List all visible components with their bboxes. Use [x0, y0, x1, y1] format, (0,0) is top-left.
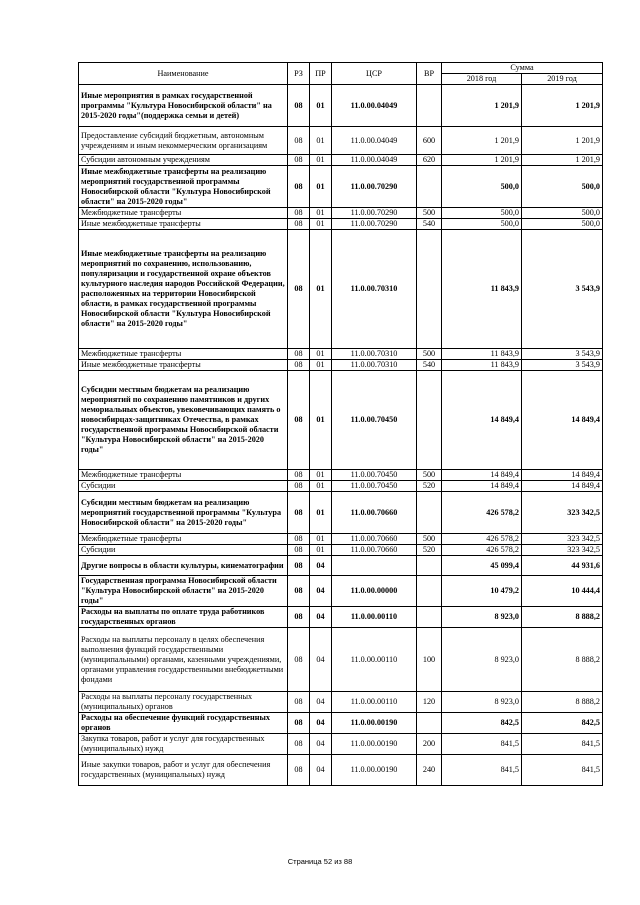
cell-rz: 08: [288, 155, 310, 166]
cell-vr: 200: [417, 734, 442, 755]
cell-pr: 04: [310, 576, 332, 607]
table-row: [79, 166, 603, 208]
cell-2018: 11 843,9: [442, 230, 522, 349]
cell-rz: 08: [288, 734, 310, 755]
table-row: [79, 556, 603, 576]
cell-vr: [417, 713, 442, 734]
table-row: [79, 545, 603, 556]
cell-csr: 11.0.00.70660: [332, 534, 417, 545]
table-row: [79, 219, 603, 230]
cell-2019: 14 849,4: [522, 371, 603, 470]
cell-pr: 01: [310, 481, 332, 492]
cell-2019: 1 201,9: [522, 85, 603, 127]
cell-name: Расходы на выплаты персоналу в целях обеспечения выполнения функций государственными (муниципальными) органами, казенными учреждениями, органами управления государственными внебюджетными фондами: [79, 628, 288, 692]
cell-name: Расходы на обеспечение функций государственных органов: [79, 713, 288, 734]
cell-vr: 500: [417, 470, 442, 481]
table-row: [79, 360, 603, 371]
table-row: [79, 230, 603, 349]
cell-2018: 500,0: [442, 166, 522, 208]
table-row: [79, 755, 603, 786]
table-row: [79, 628, 603, 692]
cell-vr: 520: [417, 545, 442, 556]
cell-name: Межбюджетные трансферты: [79, 534, 288, 545]
table-row: [79, 371, 603, 470]
table-row: [79, 692, 603, 713]
cell-csr: 11.0.00.70660: [332, 545, 417, 556]
cell-2018: 8 923,0: [442, 692, 522, 713]
table-row: [79, 127, 603, 155]
cell-rz: 08: [288, 534, 310, 545]
cell-pr: 01: [310, 545, 332, 556]
cell-csr: 11.0.00.00190: [332, 734, 417, 755]
cell-name: Иные закупки товаров, работ и услуг для обеспечения государственных (муниципальных) нужд: [79, 755, 288, 786]
cell-2019: 323 342,5: [522, 534, 603, 545]
table-row: [79, 734, 603, 755]
col-header-rz: РЗ: [288, 63, 310, 85]
budget-table: [78, 62, 603, 786]
cell-2018: 1 201,9: [442, 127, 522, 155]
cell-name: Иные межбюджетные трансферты на реализацию мероприятий по сохранению, использованию, популяризации и государственной охране объектов культурного наследия народов Российской Федерации, расположенных на территории Новосибирской области, в рамках государственной программы Новосибирской области "Культура Новосибирской области" на 2015-2020 годы": [79, 230, 288, 349]
cell-2018: 841,5: [442, 755, 522, 786]
cell-pr: 04: [310, 692, 332, 713]
cell-2019: 44 931,6: [522, 556, 603, 576]
cell-pr: 04: [310, 607, 332, 628]
cell-2019: 10 444,4: [522, 576, 603, 607]
cell-2018: 11 843,9: [442, 349, 522, 360]
cell-2018: 14 849,4: [442, 371, 522, 470]
col-header-csr: ЦСР: [332, 63, 417, 85]
cell-name: Иные межбюджетные трансферты: [79, 219, 288, 230]
col-header-name: Наименование: [79, 63, 288, 85]
cell-rz: 08: [288, 692, 310, 713]
cell-vr: 520: [417, 481, 442, 492]
cell-vr: [417, 492, 442, 534]
cell-vr: 240: [417, 755, 442, 786]
cell-2018: 10 479,2: [442, 576, 522, 607]
cell-2019: 8 888,2: [522, 607, 603, 628]
cell-vr: 500: [417, 349, 442, 360]
cell-vr: 540: [417, 219, 442, 230]
cell-rz: 08: [288, 360, 310, 371]
table-row: [79, 85, 603, 127]
cell-pr: 04: [310, 755, 332, 786]
cell-2019: 8 888,2: [522, 628, 603, 692]
cell-name: Межбюджетные трансферты: [79, 208, 288, 219]
cell-rz: 08: [288, 349, 310, 360]
cell-vr: [417, 230, 442, 349]
cell-vr: [417, 85, 442, 127]
table-body: [79, 85, 603, 786]
cell-2019: 14 849,4: [522, 481, 603, 492]
cell-name: Иные мероприятия в рамках государственной программы "Культура Новосибирской области" на 2015-2020 годы"(поддержка семьи и детей): [79, 85, 288, 127]
cell-2018: 426 578,2: [442, 534, 522, 545]
cell-name: Субсидии местным бюджетам на реализацию мероприятий государственной программы "Культура Новосибирской области" на 2015-2020 годы": [79, 492, 288, 534]
cell-pr: 01: [310, 534, 332, 545]
cell-csr: 11.0.00.04049: [332, 127, 417, 155]
cell-2019: 500,0: [522, 166, 603, 208]
cell-rz: 08: [288, 607, 310, 628]
cell-name: Предоставление субсидий бюджетным, автономным учреждениям и иным некоммерческим организациям: [79, 127, 288, 155]
cell-2018: 1 201,9: [442, 85, 522, 127]
table-row: [79, 208, 603, 219]
col-header-sum: Сумма: [442, 63, 603, 74]
cell-vr: 120: [417, 692, 442, 713]
cell-name: Иные межбюджетные трансферты: [79, 360, 288, 371]
cell-vr: 500: [417, 208, 442, 219]
cell-name: Межбюджетные трансферты: [79, 349, 288, 360]
cell-rz: 08: [288, 545, 310, 556]
col-header-vr: ВР: [417, 63, 442, 85]
cell-csr: 11.0.00.70310: [332, 230, 417, 349]
cell-2019: 8 888,2: [522, 692, 603, 713]
cell-csr: 11.0.00.70450: [332, 481, 417, 492]
cell-vr: [417, 556, 442, 576]
cell-2019: 842,5: [522, 713, 603, 734]
cell-2018: 8 923,0: [442, 607, 522, 628]
cell-2018: 842,5: [442, 713, 522, 734]
cell-rz: 08: [288, 208, 310, 219]
cell-2018: 11 843,9: [442, 360, 522, 371]
cell-2018: 1 201,9: [442, 155, 522, 166]
cell-pr: 01: [310, 360, 332, 371]
cell-pr: 01: [310, 371, 332, 470]
cell-rz: 08: [288, 481, 310, 492]
cell-name: Иные межбюджетные трансферты на реализацию мероприятий государственной программы Новосибирской области "Культура Новосибирской области" на 2015-2020 годы": [79, 166, 288, 208]
cell-csr: 11.0.00.70290: [332, 166, 417, 208]
cell-vr: 600: [417, 127, 442, 155]
cell-name: Субсидии: [79, 545, 288, 556]
cell-pr: 04: [310, 713, 332, 734]
cell-pr: 01: [310, 85, 332, 127]
cell-vr: [417, 166, 442, 208]
cell-csr: 11.0.00.70660: [332, 492, 417, 534]
cell-csr: 11.0.00.04049: [332, 155, 417, 166]
cell-rz: 08: [288, 127, 310, 155]
cell-2019: 1 201,9: [522, 155, 603, 166]
cell-vr: 620: [417, 155, 442, 166]
cell-pr: 01: [310, 166, 332, 208]
cell-rz: 08: [288, 576, 310, 607]
cell-vr: 540: [417, 360, 442, 371]
cell-vr: 500: [417, 534, 442, 545]
cell-pr: 01: [310, 349, 332, 360]
cell-csr: 11.0.00.70450: [332, 371, 417, 470]
cell-2019: 841,5: [522, 734, 603, 755]
cell-2018: 426 578,2: [442, 545, 522, 556]
cell-pr: 01: [310, 127, 332, 155]
cell-csr: 11.0.00.70310: [332, 360, 417, 371]
cell-2019: 323 342,5: [522, 545, 603, 556]
cell-2018: 500,0: [442, 219, 522, 230]
cell-csr: 11.0.00.00110: [332, 607, 417, 628]
cell-name: Межбюджетные трансферты: [79, 470, 288, 481]
cell-pr: 01: [310, 219, 332, 230]
cell-pr: 01: [310, 155, 332, 166]
cell-csr: 11.0.00.04049: [332, 85, 417, 127]
cell-2019: 1 201,9: [522, 127, 603, 155]
table-row: [79, 155, 603, 166]
table-row: [79, 470, 603, 481]
cell-rz: 08: [288, 628, 310, 692]
cell-pr: 01: [310, 492, 332, 534]
cell-rz: 08: [288, 166, 310, 208]
cell-name: Другие вопросы в области культуры, кинематографии: [79, 556, 288, 576]
cell-name: Субсидии: [79, 481, 288, 492]
cell-2018: 14 849,4: [442, 481, 522, 492]
cell-vr: 100: [417, 628, 442, 692]
cell-2019: 14 849,4: [522, 470, 603, 481]
cell-csr: 11.0.00.70310: [332, 349, 417, 360]
cell-2018: 14 849,4: [442, 470, 522, 481]
cell-2018: 841,5: [442, 734, 522, 755]
col-header-2018: 2018 год: [442, 74, 522, 85]
cell-2019: 841,5: [522, 755, 603, 786]
cell-2019: 500,0: [522, 208, 603, 219]
table-row: [79, 349, 603, 360]
col-header-2019: 2019 год: [522, 74, 603, 85]
cell-name: Государственная программа Новосибирской области "Культура Новосибирской области" на 2015-2020 годы": [79, 576, 288, 607]
cell-2018: 45 099,4: [442, 556, 522, 576]
cell-rz: 08: [288, 219, 310, 230]
table-row: [79, 576, 603, 607]
cell-rz: 08: [288, 755, 310, 786]
cell-name: Субсидии местным бюджетам на реализацию мероприятий по сохранению памятников и других мемориальных объектов, увековечивающих память о новосибирцах-защитниках Отечества, в рамках государственной программы Новосибирской области "Культура Новосибирской области" на 2015-2020 годы": [79, 371, 288, 470]
cell-rz: 08: [288, 556, 310, 576]
cell-pr: 01: [310, 230, 332, 349]
cell-csr: 11.0.00.70290: [332, 219, 417, 230]
cell-vr: [417, 576, 442, 607]
cell-2018: 426 578,2: [442, 492, 522, 534]
cell-vr: [417, 371, 442, 470]
cell-pr: 04: [310, 556, 332, 576]
cell-csr: 11.0.00.00190: [332, 755, 417, 786]
cell-name: Расходы на выплаты по оплате труда работников государственных органов: [79, 607, 288, 628]
cell-name: Расходы на выплаты персоналу государственных (муниципальных) органов: [79, 692, 288, 713]
table-row: [79, 481, 603, 492]
cell-csr: 11.0.00.00190: [332, 713, 417, 734]
table-row: [79, 492, 603, 534]
cell-pr: 01: [310, 208, 332, 219]
col-header-pr: ПР: [310, 63, 332, 85]
cell-rz: 08: [288, 85, 310, 127]
cell-2019: 3 543,9: [522, 349, 603, 360]
cell-rz: 08: [288, 371, 310, 470]
cell-pr: 04: [310, 734, 332, 755]
cell-2019: 323 342,5: [522, 492, 603, 534]
cell-2018: 500,0: [442, 208, 522, 219]
cell-csr: 11.0.00.70290: [332, 208, 417, 219]
cell-rz: 08: [288, 713, 310, 734]
cell-name: Субсидии автономным учреждениям: [79, 155, 288, 166]
table-row: [79, 534, 603, 545]
cell-pr: 01: [310, 470, 332, 481]
cell-2019: 500,0: [522, 219, 603, 230]
cell-rz: 08: [288, 492, 310, 534]
cell-csr: [332, 556, 417, 576]
cell-name: Закупка товаров, работ и услуг для государственных (муниципальных) нужд: [79, 734, 288, 755]
cell-2019: 3 543,9: [522, 360, 603, 371]
table-row: [79, 607, 603, 628]
cell-csr: 11.0.00.00110: [332, 692, 417, 713]
cell-rz: 08: [288, 230, 310, 349]
cell-rz: 08: [288, 470, 310, 481]
table-row: [79, 713, 603, 734]
cell-csr: 11.0.00.00110: [332, 628, 417, 692]
cell-2019: 3 543,9: [522, 230, 603, 349]
cell-pr: 04: [310, 628, 332, 692]
cell-vr: [417, 607, 442, 628]
page-number: Страница 52 из 88: [287, 857, 353, 866]
cell-2018: 8 923,0: [442, 628, 522, 692]
cell-csr: 11.0.00.00000: [332, 576, 417, 607]
cell-csr: 11.0.00.70450: [332, 470, 417, 481]
